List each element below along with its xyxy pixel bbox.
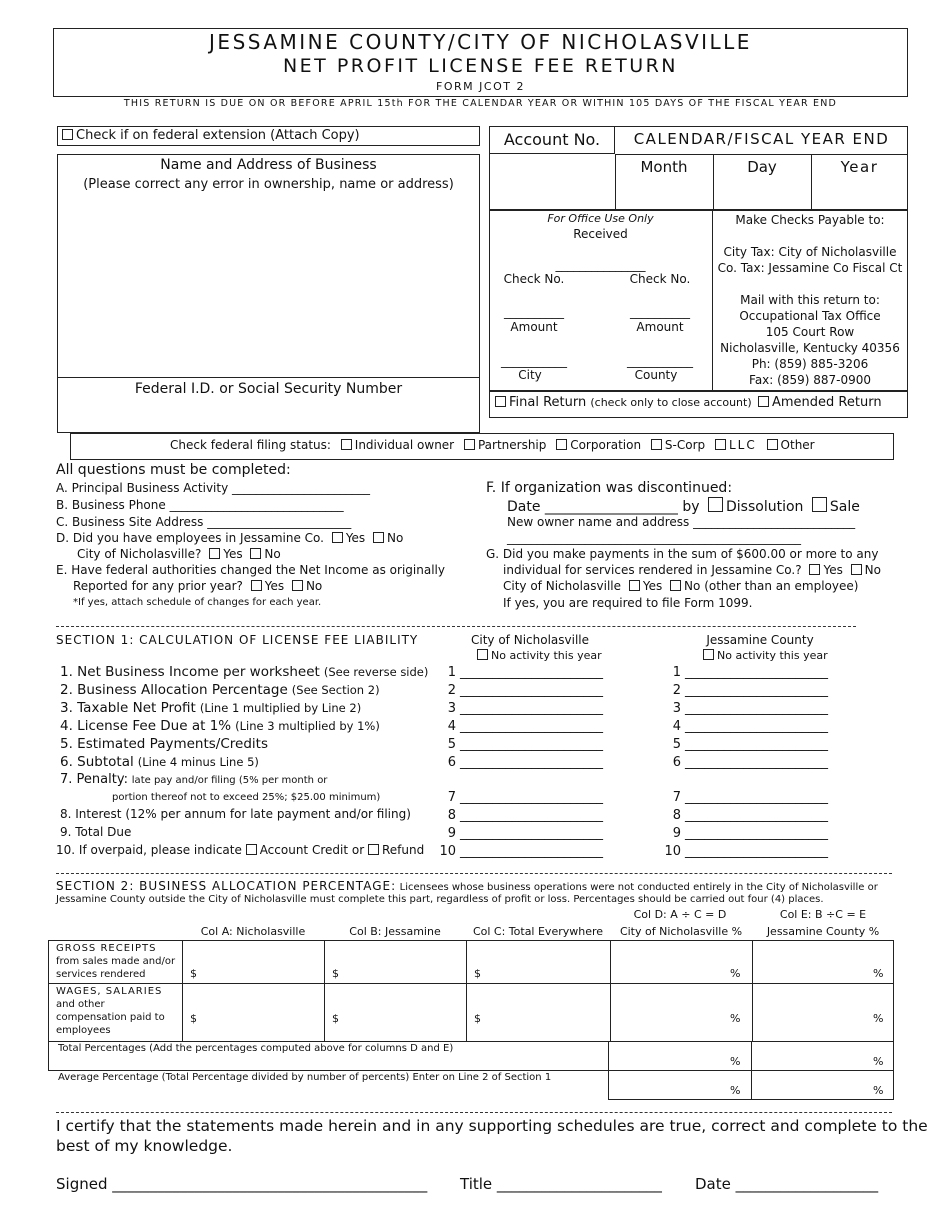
office-amount-city: Amount: [510, 320, 558, 334]
line-3-city-field[interactable]: [436, 701, 603, 716]
form-title: JESSAMINE COUNTY/CITY OF NICHOLASVILLE: [209, 30, 752, 54]
question-e2-text: Reported for any prior year?: [73, 579, 243, 593]
title-field[interactable]: Title ______________________: [460, 1175, 662, 1193]
line-title: 2. Business Allocation Percentage: [60, 682, 288, 698]
gross-line: from sales made and/or: [56, 956, 176, 967]
col-d-header: City of Nicholasville %: [619, 925, 743, 938]
line-4-city-field[interactable]: [436, 719, 603, 734]
yes-label: Yes: [264, 579, 285, 593]
line-number: 7: [447, 790, 456, 805]
line-blank: ______________________: [685, 844, 828, 859]
col-a-header: Col A: Nicholasville: [200, 925, 306, 938]
no-activity-label: No activity this year: [717, 649, 828, 662]
payable-county-tax: Co. Tax: Jessamine Co Fiscal Ct: [717, 261, 903, 275]
percent-sign: %: [730, 1055, 741, 1068]
certification-text2: best of my knowledge.: [56, 1137, 233, 1155]
line-note: (Line 3 multiplied by 1%): [235, 719, 380, 733]
col-c-header: Col C: Total Everywhere: [472, 925, 604, 938]
wages-label: [56, 985, 165, 1037]
certification-text: I certify that the statements made herein and in any supporting schedules are true, correct and complete to the: [56, 1117, 928, 1135]
d2-no-checkbox[interactable]: [250, 548, 261, 559]
city-no-activity: [477, 649, 602, 662]
line-number: 3: [447, 701, 456, 716]
gross-col-c-cell[interactable]: $: [474, 967, 481, 980]
fein-label: Federal I.D. or Social Security Number: [134, 381, 403, 397]
grid-line: [752, 940, 753, 1042]
filing-option: Partnership: [477, 438, 547, 452]
extension-checkbox[interactable]: [62, 129, 73, 140]
gross-line: services rendered: [56, 969, 146, 980]
no-label: No: [387, 531, 404, 545]
filing-option: LLC: [728, 438, 757, 452]
line-8-county-field[interactable]: [661, 808, 828, 823]
line-number: 2: [672, 683, 681, 698]
wages-col-a-cell[interactable]: $: [190, 1012, 197, 1025]
individual-checkbox[interactable]: [341, 439, 352, 450]
percent-sign: %: [873, 1055, 884, 1068]
county-no-activity: [703, 649, 828, 662]
partnership-checkbox[interactable]: [464, 439, 475, 450]
dissolution-label: Dissolution: [726, 499, 804, 515]
section1-col-city: City of Nicholasville: [471, 633, 589, 647]
line-8-label: 8. Interest (12% per annum for late payment and/or filing): [60, 807, 411, 821]
wages-line: compensation paid to: [56, 1012, 165, 1023]
grid-line: [324, 940, 325, 1042]
yes-label: Yes: [823, 563, 843, 577]
line-blank: ______________________: [460, 701, 603, 716]
line-title: 4. License Fee Due at 1%: [60, 718, 232, 734]
office-received: Received: [573, 227, 628, 241]
yes-label: Yes: [642, 579, 663, 593]
section1-line-label: [60, 718, 380, 734]
question-g: G. Did you make payments in the sum of $600.00 or more to any: [486, 547, 879, 561]
line-number: 4: [672, 719, 681, 734]
gross-col-b-cell[interactable]: $: [332, 967, 339, 980]
line-blank: ______________________: [685, 719, 828, 734]
final-return-label: Final Return: [509, 395, 587, 410]
line-note: (Line 1 multiplied by Line 2): [199, 701, 362, 715]
section-divider: [56, 873, 892, 874]
line-blank: ______________________: [460, 755, 603, 770]
city-no-activity-checkbox[interactable]: [477, 649, 488, 660]
wages-line: and other: [56, 999, 105, 1010]
line-number: 9: [672, 826, 681, 841]
line-blank: ______________________: [685, 826, 828, 841]
question-f-date: [507, 497, 860, 515]
e-no-checkbox[interactable]: [292, 580, 303, 591]
section1-col-county: Jessamine County: [706, 633, 814, 647]
line-blank: ______________________: [685, 755, 828, 770]
no-activity-label: No activity this year: [491, 649, 602, 662]
line-1-city-field[interactable]: [436, 665, 603, 680]
col-b-header: Col B: Jessamine: [349, 925, 441, 938]
office-county: County: [634, 368, 678, 382]
final-return-checkbox[interactable]: [495, 396, 506, 407]
line-title: 3. Taxable Net Profit: [60, 700, 196, 716]
line-blank: ______________________: [685, 701, 828, 716]
section-divider: [56, 1112, 892, 1113]
payable-city-tax: City Tax: City of Nicholasville: [723, 245, 897, 259]
no-label: No: [264, 547, 281, 561]
signature-field[interactable]: Signed __________________________________________: [56, 1175, 428, 1193]
line-title: 5. Estimated Payments/Credits: [60, 736, 268, 752]
question-a[interactable]: A. Principal Business Activity _______________________: [56, 481, 370, 495]
question-d-city: [77, 547, 281, 561]
grid-line: [610, 940, 611, 1042]
line-10-county-field[interactable]: [661, 844, 828, 859]
percent-sign: %: [730, 1084, 741, 1097]
question-f-line[interactable]: _________________________________________________: [507, 531, 801, 545]
line-number: 6: [447, 755, 456, 770]
dissolution-checkbox[interactable]: [708, 497, 723, 512]
grid-line: [182, 940, 183, 1042]
section1-line-label: [60, 736, 272, 752]
grid-line: [466, 940, 467, 1042]
line-number: 2: [447, 683, 456, 698]
office-check-no-county: Check No.: [629, 272, 691, 286]
section1-title: SECTION 1: CALCULATION OF LICENSE FEE LIABILITY: [56, 633, 419, 647]
question-g-jessamine: [503, 563, 881, 577]
question-e-prior: [73, 579, 322, 593]
d2-yes-checkbox[interactable]: [209, 548, 220, 559]
no-label: No: [305, 579, 323, 593]
line-blank: ______________________: [460, 808, 603, 823]
wages-col-e-cell[interactable]: %: [873, 1012, 884, 1025]
mail-fax: Fax: (859) 887-0900: [749, 373, 871, 387]
section2-intro: [56, 879, 878, 893]
gross-col-e-cell[interactable]: %: [873, 967, 884, 980]
line-number: 8: [447, 808, 456, 823]
line-9-label: 9. Total Due: [60, 825, 132, 839]
wages-row: [48, 983, 894, 1042]
question-d: [56, 531, 403, 545]
question-e: E. Have federal authorities changed the Net Income as originally: [56, 563, 445, 577]
line-note: (See reverse side): [323, 665, 429, 679]
filing-option: S-Corp: [664, 438, 706, 452]
wages-line: employees: [56, 1025, 111, 1036]
questions-intro: All questions must be completed:: [56, 462, 291, 478]
line-7-county-field[interactable]: [661, 790, 828, 805]
office-line: __________: [630, 305, 690, 319]
year-end-label: CALENDAR/FISCAL YEAR END: [633, 130, 890, 148]
line-blank: ______________________: [460, 719, 603, 734]
office-line: ___________: [627, 354, 693, 368]
line-1-county-field[interactable]: [661, 665, 828, 680]
average-percentage-label: Average Percentage (Total Percentage divided by number of percents) Enter on Line 2 of Section 1: [58, 1072, 552, 1083]
amended-label: Amended Return: [772, 395, 882, 410]
total-percentages-label: Total Percentages (Add the percentages computed above for columns D and E): [58, 1043, 454, 1054]
sale-label: Sale: [829, 499, 860, 515]
line-blank: ______________________: [460, 844, 603, 859]
g-no-checkbox[interactable]: [851, 564, 862, 575]
g-yes-checkbox[interactable]: [809, 564, 820, 575]
g-city-yes-checkbox[interactable]: [629, 580, 640, 591]
gross-col-d-cell[interactable]: %: [730, 967, 741, 980]
account-no-label: Account No.: [503, 130, 601, 149]
no-label: No: [864, 563, 881, 577]
line-blank: ______________________: [685, 683, 828, 698]
line-blank: ______________________: [685, 808, 828, 823]
year-label: Year: [840, 158, 879, 176]
line-number: 5: [447, 737, 456, 752]
g-city-no-checkbox[interactable]: [670, 580, 681, 591]
question-e-note: *If yes, attach schedule of changes for each year.: [73, 597, 322, 608]
question-g3-text: City of Nicholasville: [503, 579, 621, 593]
line-number: 7: [672, 790, 681, 805]
office-use-title: For Office Use Only: [547, 212, 654, 225]
line-2-county-field[interactable]: [661, 683, 828, 698]
form-subtitle: NET PROFIT LICENSE FEE RETURN: [282, 55, 679, 77]
mail-phone: Ph: (859) 885-3206: [751, 357, 869, 371]
line-blank: ______________________: [685, 790, 828, 805]
line-5-county-field[interactable]: [661, 737, 828, 752]
line-4-county-field[interactable]: [661, 719, 828, 734]
section1-line-label: [60, 682, 380, 698]
corporation-checkbox[interactable]: [556, 439, 567, 450]
line-10-title: 10. If overpaid, please indicate: [56, 843, 242, 857]
line-blank: ______________________: [460, 737, 603, 752]
other-checkbox[interactable]: [767, 439, 778, 450]
line-note: (See Section 2): [291, 683, 380, 697]
name-address-note: (Please correct any error in ownership, name or address): [83, 177, 454, 192]
line-blank: ______________________: [460, 683, 603, 698]
line-2-city-field[interactable]: [436, 683, 603, 698]
line-blank: ______________________: [460, 826, 603, 841]
question-g-note: If yes, you are required to file Form 1099.: [503, 596, 753, 610]
office-line: __________: [504, 305, 564, 319]
filing-option: Corporation: [570, 438, 642, 452]
section-divider: [56, 626, 856, 627]
wages-col-b-cell[interactable]: $: [332, 1012, 339, 1025]
office-amount-county: Amount: [636, 320, 684, 334]
office-city: City: [518, 368, 542, 382]
gross-receipts-label: [56, 942, 175, 981]
s-corp-checkbox[interactable]: [651, 439, 662, 450]
section1-line-label: [60, 700, 361, 716]
line-note: (Line 4 minus Line 5): [137, 755, 259, 769]
mail-city-state: Nicholasville, Kentucky 40356: [720, 341, 900, 355]
account-credit-checkbox[interactable]: [246, 844, 257, 855]
gross-line: GROSS RECEIPTS: [56, 943, 157, 954]
account-credit-label: Account Credit or: [259, 843, 365, 857]
question-d2-text: City of Nicholasville?: [77, 547, 202, 561]
line-7-title: 7. Penalty:: [60, 772, 128, 787]
gross-col-a-cell[interactable]: $: [190, 967, 197, 980]
section2-text: Licensees whose business operations were not conducted entirely in the City of Nicholasville or: [399, 882, 878, 893]
line-3-county-field[interactable]: [661, 701, 828, 716]
due-date-notice: THIS RETURN IS DUE ON OR BEFORE APRIL 15th FOR THE CALENDAR YEAR OR WITHIN 105 DAYS OF THE FISCAL YEAR END: [123, 98, 838, 109]
line-number: 8: [672, 808, 681, 823]
amended-row: [758, 395, 882, 410]
line-title: 1. Net Business Income per worksheet: [60, 664, 320, 680]
question-f-date-text[interactable]: Date ___________________ by: [507, 499, 700, 515]
d-yes-checkbox[interactable]: [332, 532, 343, 543]
line-number: 3: [672, 701, 681, 716]
line-number: 6: [672, 755, 681, 770]
amended-checkbox[interactable]: [758, 396, 769, 407]
line-number: 1: [447, 665, 456, 680]
extension-row: [62, 128, 360, 143]
date-field[interactable]: Date ___________________: [695, 1175, 879, 1193]
line-8-city-field[interactable]: [436, 808, 603, 823]
wages-col-d-cell[interactable]: %: [730, 1012, 741, 1025]
question-g2-text: individual for services rendered in Jessamine Co.?: [503, 563, 802, 577]
filing-option: Individual owner: [354, 438, 455, 452]
line-blank: ______________________: [460, 665, 603, 680]
line-9-city-field[interactable]: [436, 826, 603, 841]
e-yes-checkbox[interactable]: [251, 580, 262, 591]
yes-label: Yes: [345, 531, 366, 545]
line-5-city-field[interactable]: [436, 737, 603, 752]
question-f: F. If organization was discontinued:: [486, 480, 733, 496]
mail-street: 105 Court Row: [765, 325, 855, 339]
mail-heading: Mail with this return to:: [740, 293, 880, 307]
line-6-county-field[interactable]: [661, 755, 828, 770]
question-f-new-owner[interactable]: New owner name and address ___________________________: [507, 515, 856, 529]
sale-checkbox[interactable]: [812, 497, 827, 512]
question-g3-note: (other than an employee): [704, 579, 859, 593]
filing-status-row: [170, 438, 815, 452]
line-title: 6. Subtotal: [60, 754, 134, 770]
month-label: Month: [640, 158, 688, 176]
question-c[interactable]: C. Business Site Address ________________________: [56, 515, 352, 529]
line-7-note: late pay and/or filing (5% per month or: [131, 775, 328, 786]
line-number: 5: [672, 737, 681, 752]
col-e-header: Jessamine County %: [766, 925, 880, 938]
office-line: ___________: [501, 354, 567, 368]
filing-status-label: Check federal filing status:: [170, 438, 331, 452]
line-7-label: [60, 772, 327, 787]
line-blank: ______________________: [685, 665, 828, 680]
mail-office: Occupational Tax Office: [739, 309, 881, 323]
line-blank: ______________________: [460, 790, 603, 805]
line-7-note2: portion thereof not to exceed 25%; $25.00 minimum): [112, 792, 381, 803]
line-6-city-field[interactable]: [436, 755, 603, 770]
no-label: No: [684, 579, 701, 593]
yes-label: Yes: [223, 547, 243, 561]
line-blank: ______________________: [685, 737, 828, 752]
section2-text2: Jessamine County outside the City of Nicholasville must complete this part, regardless of profit or loss. Percentages should be carried out four (4) places.: [56, 894, 824, 905]
office-check-no-city: Check No.: [503, 272, 565, 286]
refund-label: Refund: [381, 843, 425, 857]
day-label: Day: [747, 158, 777, 176]
line-10-city-field[interactable]: [436, 844, 603, 859]
final-return-note: (check only to close account): [590, 396, 752, 409]
wages-line: WAGES, SALARIES: [56, 986, 163, 997]
col-e-formula: Col E: B ÷C = E: [779, 908, 867, 921]
name-address-title: Name and Address of Business: [160, 157, 377, 173]
line-7-city-field[interactable]: [436, 790, 603, 805]
final-return-row: [495, 395, 752, 410]
percent-sign: %: [873, 1084, 884, 1097]
question-b[interactable]: B. Business Phone _____________________________: [56, 498, 344, 512]
line-number: 4: [447, 719, 456, 734]
line-9-county-field[interactable]: [661, 826, 828, 841]
filing-option: Other: [780, 438, 815, 452]
line-number: 1: [672, 665, 681, 680]
line-number: 10: [439, 844, 456, 859]
wages-col-c-cell[interactable]: $: [474, 1012, 481, 1025]
line-10-label: [56, 843, 424, 857]
question-g-city: [503, 579, 858, 593]
llc-checkbox[interactable]: [715, 439, 726, 450]
form-number: FORM JCOT 2: [436, 80, 525, 93]
d-no-checkbox[interactable]: [373, 532, 384, 543]
section1-line-label: [60, 754, 259, 770]
section1-line-label: [60, 664, 428, 680]
office-line: _______________: [555, 258, 646, 272]
refund-checkbox[interactable]: [368, 844, 379, 855]
question-d-text: D. Did you have employees in Jessamine Co.: [56, 531, 324, 545]
extension-label: Check if on federal extension (Attach Copy): [76, 128, 360, 143]
county-no-activity-checkbox[interactable]: [703, 649, 714, 660]
line-number: 9: [447, 826, 456, 841]
col-d-formula: Col D: A ÷ C = D: [633, 908, 727, 921]
section2-title: SECTION 2: BUSINESS ALLOCATION PERCENTAGE:: [56, 879, 397, 893]
line-number: 10: [664, 844, 681, 859]
payable-heading: Make Checks Payable to:: [735, 213, 885, 227]
